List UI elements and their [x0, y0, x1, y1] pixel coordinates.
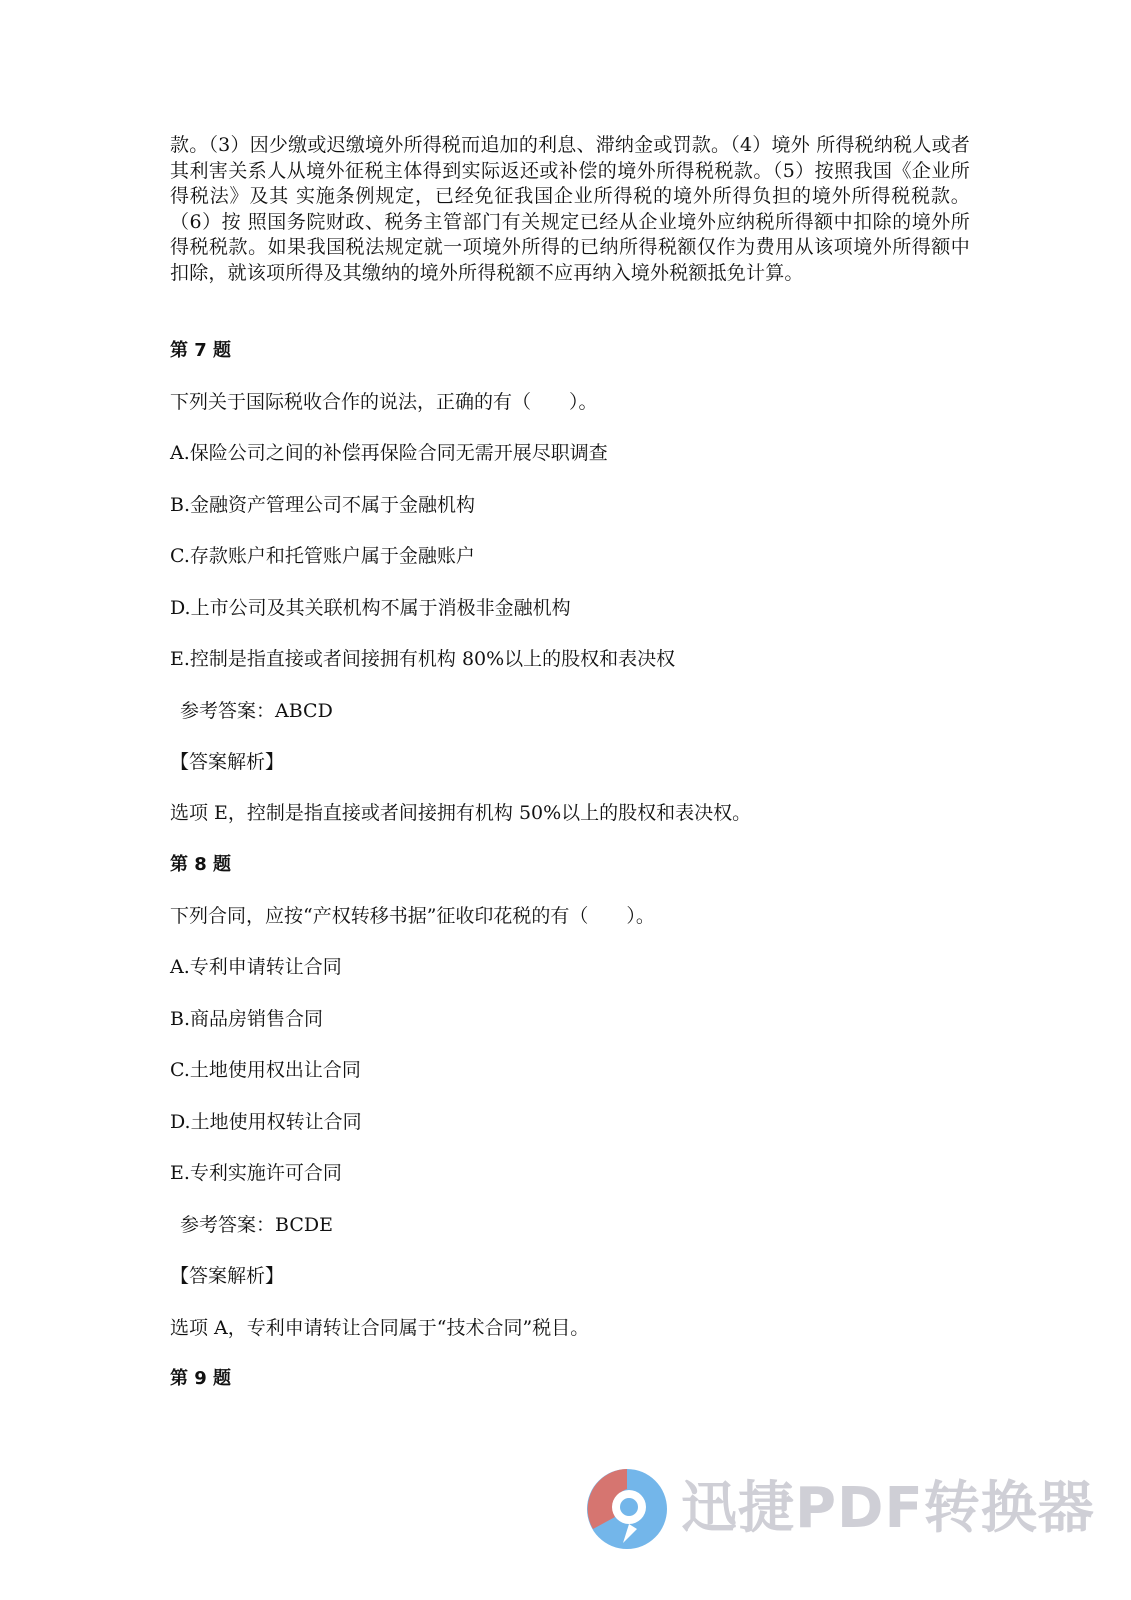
question-7-option-c: C.存款账户和托管账户属于金融账户 [170, 545, 475, 567]
watermark [585, 1465, 1105, 1555]
question-9-heading: 第 9 题 [170, 1368, 232, 1389]
continuation-paragraph: 款。（3）因少缴或迟缴境外所得税而追加的利息、滞纳金或罚款。（4）境外 所得税纳税人或者其利害关系人从境外征税主体得到实际返还或补偿的境外所得税税款。（5）按照我国《企业所得税法》及其 实施条例规定，已经免征我国企业所得税的境外所得负担的境外所得税税款。（6）按 照国务院财政、税务主管部门有关规定已经从企业境外应纳税所得额中扣除的境外所得税税款。如果我国税法规定就一项境外所得的已纳所得税额仅作为费用从该项境外所得额中扣除，就该项所得及其缴纳的境外所得税额不应再纳入境外税额抵免计算。 [170, 134, 970, 284]
question-7-answer: 参考答案：ABCD [180, 700, 333, 722]
question-8-option-b: B.商品房销售合同 [170, 1008, 324, 1030]
question-7-analysis: 选项 E，控制是指直接或者间接拥有机构 50%以上的股权和表决权。 [170, 802, 752, 824]
question-8-option-a: A.专利申请转让合同 [170, 956, 342, 978]
xunjie-logo-icon [585, 1467, 669, 1551]
question-8-option-e: E.专利实施许可合同 [170, 1162, 342, 1184]
question-7-heading: 第 7 题 [170, 340, 232, 361]
question-7-analysis-title: 【答案解析】 [170, 751, 285, 773]
question-7-option-b: B.金融资产管理公司不属于金融机构 [170, 494, 476, 516]
question-7-option-e: E.控制是指直接或者间接拥有机构 80%以上的股权和表决权 [170, 648, 676, 670]
question-8-option-c: C.土地使用权出让合同 [170, 1059, 361, 1081]
question-8-analysis-title: 【答案解析】 [170, 1265, 285, 1287]
watermark-text: 迅捷PDF转换器 [681, 1476, 1095, 1541]
question-7-option-d: D.上市公司及其关联机构不属于消极非金融机构 [170, 597, 571, 619]
question-7-stem: 下列关于国际税收合作的说法，正确的有（ ）。 [170, 391, 598, 413]
question-7-option-a: A.保险公司之间的补偿再保险合同无需开展尽职调查 [170, 442, 608, 464]
question-8-option-d: D.土地使用权转让合同 [170, 1111, 362, 1133]
question-8-answer: 参考答案：BCDE [180, 1214, 333, 1236]
question-8-heading: 第 8 题 [170, 854, 232, 875]
question-8-stem: 下列合同，应按“产权转移书据”征收印花税的有（ ）。 [170, 905, 655, 927]
question-8-analysis: 选项 A，专利申请转让合同属于“技术合同”税目。 [170, 1317, 590, 1339]
